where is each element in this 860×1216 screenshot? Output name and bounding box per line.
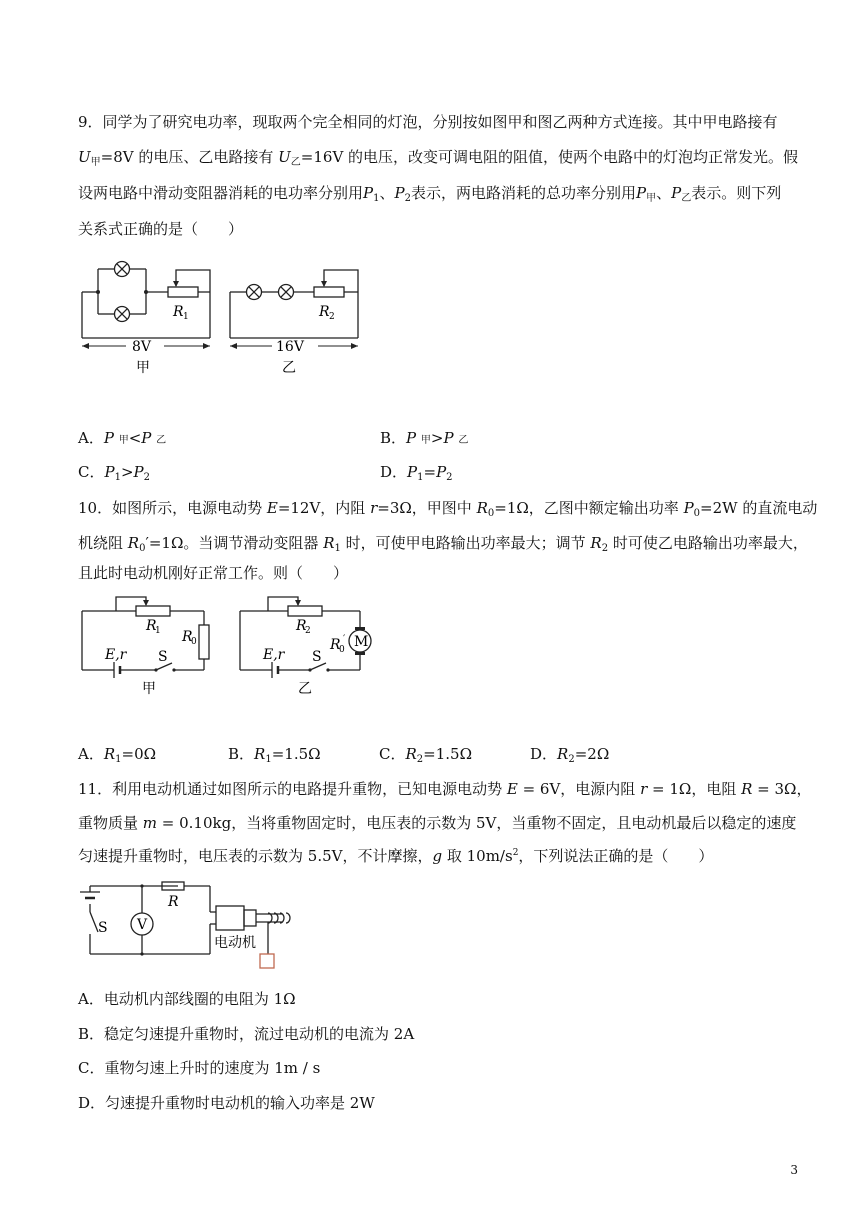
- svg-text:S: S: [312, 649, 322, 665]
- svg-text:E,r: E,r: [105, 647, 127, 663]
- svg-text:R: R: [330, 637, 341, 653]
- svg-text:0: 0: [339, 645, 345, 655]
- q10-circuit-yi: [234, 593, 384, 703]
- svg-text:1: 1: [155, 626, 161, 636]
- svg-text:S: S: [158, 649, 168, 665]
- q9-line-4: 关系式正确的是（ ）: [78, 220, 244, 238]
- q11-option-a[interactable]: A．电动机内部线圈的电阻为 1Ω: [78, 990, 296, 1008]
- svg-text:V: V: [137, 917, 148, 933]
- svg-text:2: 2: [329, 312, 335, 322]
- svg-text:′: ′: [343, 634, 346, 645]
- q9-line-1: 9．同学为了研究电功率，现取两个完全相同的灯泡，分别按如图甲和图乙两种方式连接。其中甲电路接有: [78, 113, 778, 131]
- svg-text:乙: 乙: [282, 360, 296, 376]
- q11-line-3: 匀速提升重物时，电压表的示数为 5.5V，不计摩擦，g 取 $10m/s^2$，下列说法正确的是（ ）: [78, 847, 714, 865]
- q11-option-c[interactable]: C．重物匀速上升时的速度为 1m / s: [78, 1059, 321, 1077]
- q10-line-3: 且此时电动机刚好正常工作。则（ ）: [78, 564, 349, 582]
- q9-circuit-yi: [224, 258, 374, 378]
- svg-text:甲: 甲: [142, 681, 156, 697]
- q9-option-d[interactable]: D．$P_1=P_2$: [380, 463, 453, 483]
- svg-text:0: 0: [191, 637, 197, 647]
- svg-text:R: R: [296, 618, 307, 634]
- q10-option-d[interactable]: D．$R_2=2\Omega$: [530, 745, 610, 765]
- svg-text:8V: 8V: [132, 339, 152, 355]
- q9-option-a[interactable]: A．P 甲<P 乙: [78, 429, 167, 447]
- q10-option-c[interactable]: C．$R_2=1.5\Omega$: [379, 745, 473, 765]
- svg-text:乙: 乙: [298, 681, 312, 697]
- svg-text:S: S: [98, 920, 108, 936]
- svg-text:R: R: [146, 618, 157, 634]
- svg-text:16V: 16V: [276, 339, 304, 355]
- svg-text:E,r: E,r: [263, 647, 285, 663]
- q11-line-1: 11．利用电动机通过如图所示的电路提升重物，已知电源电动势 E = 6V，电源内阻 r = 1Ω，电阻 R = 3Ω，: [78, 780, 812, 798]
- page-number: 3: [790, 1163, 798, 1177]
- q10-circuit-jia: [76, 593, 226, 703]
- svg-text:M: M: [354, 634, 369, 650]
- q11-line-2: 重物质量 m = 0.10kg，当将重物固定时，电压表的示数为 5V，当重物不固定，且电动机最后以稳定的速度: [78, 814, 797, 832]
- q11-option-b[interactable]: B．稳定匀速提升重物时，流过电动机的电流为 2A: [78, 1025, 415, 1043]
- svg-text:电动机: 电动机: [214, 935, 256, 951]
- svg-text:R: R: [182, 629, 193, 645]
- q9-option-c[interactable]: C．$P_1>P_2$: [78, 463, 150, 483]
- q9-option-b[interactable]: B．P 甲>P 乙: [380, 429, 469, 447]
- svg-text:1: 1: [183, 312, 189, 322]
- q11-option-d[interactable]: D．匀速提升重物时电动机的输入功率是 2W: [78, 1094, 375, 1112]
- svg-text:R: R: [173, 304, 184, 320]
- q10-line-1: 10．如图所示，电源电动势 E=12V，内阻 r=3Ω，甲图中 $R_0=1\Omega$，乙图中额定输出功率 $P_0=2W$ 的直流电动: [78, 499, 818, 519]
- q9-circuit-jia: [76, 258, 226, 378]
- q10-option-a[interactable]: A．$R_1=0\Omega$: [78, 745, 157, 765]
- svg-text:甲: 甲: [136, 360, 150, 376]
- q9-line-3: 设两电路中滑动变阻器消耗的电功率分别用$P_1$、$P_2$表示，两电路消耗的总功率分别用$P_甲$、$P_乙$表示。则下列: [78, 184, 782, 204]
- q11-circuit: [80, 876, 300, 976]
- svg-text:R: R: [168, 894, 179, 910]
- svg-text:2: 2: [305, 626, 311, 636]
- q10-line-2: 机绕阻 $R_0'=1\Omega$。当调节滑动变阻器 $R_1$ 时，可使甲电路输出功率最大；调节 $R_2$ 时可使乙电路输出功率最大，: [78, 534, 808, 554]
- q9-line-2: $U_甲=8V$ 的电压、乙电路接有 $U_乙=16V$ 的电压，改变可调电阻的阻值，使两个电路中的灯泡均正常发光。假: [78, 148, 799, 168]
- q10-option-b[interactable]: B．$R_1=1.5\Omega$: [228, 745, 321, 765]
- svg-text:R: R: [319, 304, 330, 320]
